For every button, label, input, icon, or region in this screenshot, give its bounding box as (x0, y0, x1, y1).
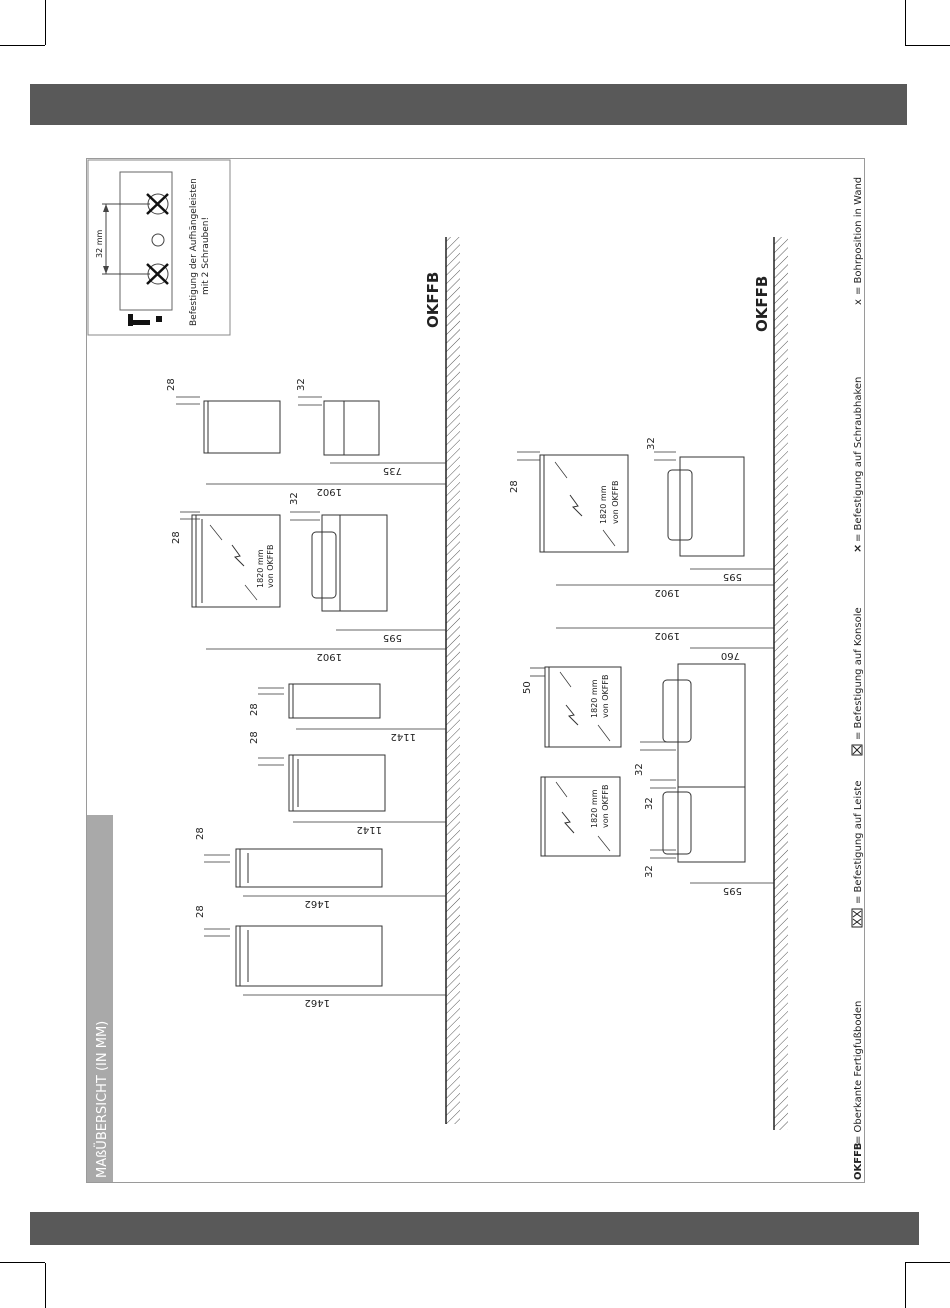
dim-1902-a: 1902 (316, 651, 342, 662)
mirror-label-left-2: von OKFFB (266, 544, 275, 588)
cabinet-1462-a (236, 926, 382, 986)
legend-konsole-text: = Befestigung auf Konsole (853, 607, 864, 740)
wall-cabinet-1902 (204, 401, 280, 453)
mirror-label-right-5: 1820 mm (590, 789, 599, 828)
floor-left (446, 237, 460, 1124)
dim-1462-a: 1462 (304, 997, 330, 1008)
legend-okffb-text: = Oberkante Fertigfußboden (853, 1000, 864, 1144)
page-title: MAßÜBERSICHT (IN MM) (95, 1020, 110, 1178)
dim-28-f: 28 (166, 378, 177, 391)
double-vanity (663, 664, 745, 862)
dim-28-d: 28 (249, 703, 260, 716)
leiste-icon (852, 909, 862, 927)
mirror-label-right-6: von OKFFB (601, 784, 610, 828)
base-cabinet-735 (324, 401, 379, 455)
legend-bohrposition-text: = Bohrposition in Wand (853, 176, 864, 295)
legend-schraubhaken-key: × (851, 543, 864, 553)
legend-bohrposition-key: x (853, 299, 864, 305)
dim-28-c: 28 (249, 731, 260, 744)
dim-1142-b: 1142 (390, 731, 416, 742)
mirror-label-right-3: 1820 mm (590, 679, 599, 718)
dim-50: 50 (522, 681, 533, 694)
konsole-icon (852, 745, 862, 755)
cabinet-1142-a (289, 755, 385, 811)
floor-right (774, 237, 788, 1130)
dim-32-f: 32 (644, 865, 655, 878)
dim-1142-a: 1142 (356, 824, 382, 835)
dim-32-a: 32 (289, 492, 300, 505)
dim-32-b: 32 (296, 378, 307, 391)
note-line1: Befestigung der Aufhängeleisten (189, 178, 199, 326)
dim-595-c: 595 (722, 885, 742, 896)
mirror-label-left-1: 1820 mm (256, 549, 265, 588)
dim-1902-c: 1902 (654, 587, 680, 598)
cabinet-1462-b (236, 849, 382, 887)
note-spacing: 32 mm (95, 229, 104, 258)
legend (851, 177, 864, 1180)
dim-32-d: 32 (634, 763, 645, 776)
legend-leiste-text: = Befestigung auf Leiste (853, 780, 864, 904)
mirror-label-right-2: von OKFFB (611, 480, 620, 524)
dim-28-b: 28 (195, 827, 206, 840)
legend-okffb-key: OKFFB (853, 1142, 864, 1180)
dim-1902-b: 1902 (316, 486, 342, 497)
okffb-label-left: OKFFB (424, 271, 442, 328)
vanity-basin-right (668, 457, 744, 556)
dim-1902-d: 1902 (654, 630, 680, 641)
dim-28-g: 28 (509, 480, 520, 493)
dim-28-e: 28 (171, 531, 182, 544)
dim-595-b: 595 (722, 571, 742, 582)
dim-735: 735 (382, 465, 402, 476)
dim-1462-b: 1462 (304, 898, 330, 909)
dim-32-c: 32 (646, 437, 657, 450)
dim-760: 760 (720, 650, 740, 661)
dim-28-a: 28 (195, 905, 206, 918)
okffb-label-right: OKFFB (753, 275, 771, 332)
dim-595-a: 595 (382, 632, 402, 643)
mirror-label-right-4: von OKFFB (601, 674, 610, 718)
vanity-basin-left (312, 515, 387, 611)
note-line2: mit 2 Schrauben! (201, 216, 211, 295)
legend-schraubhaken-text: = Befestigung auf Schraubhaken (853, 376, 864, 542)
cabinet-1142-b (289, 684, 380, 718)
dim-32-e: 32 (644, 797, 655, 810)
mirror-label-right-1: 1820 mm (599, 485, 608, 524)
